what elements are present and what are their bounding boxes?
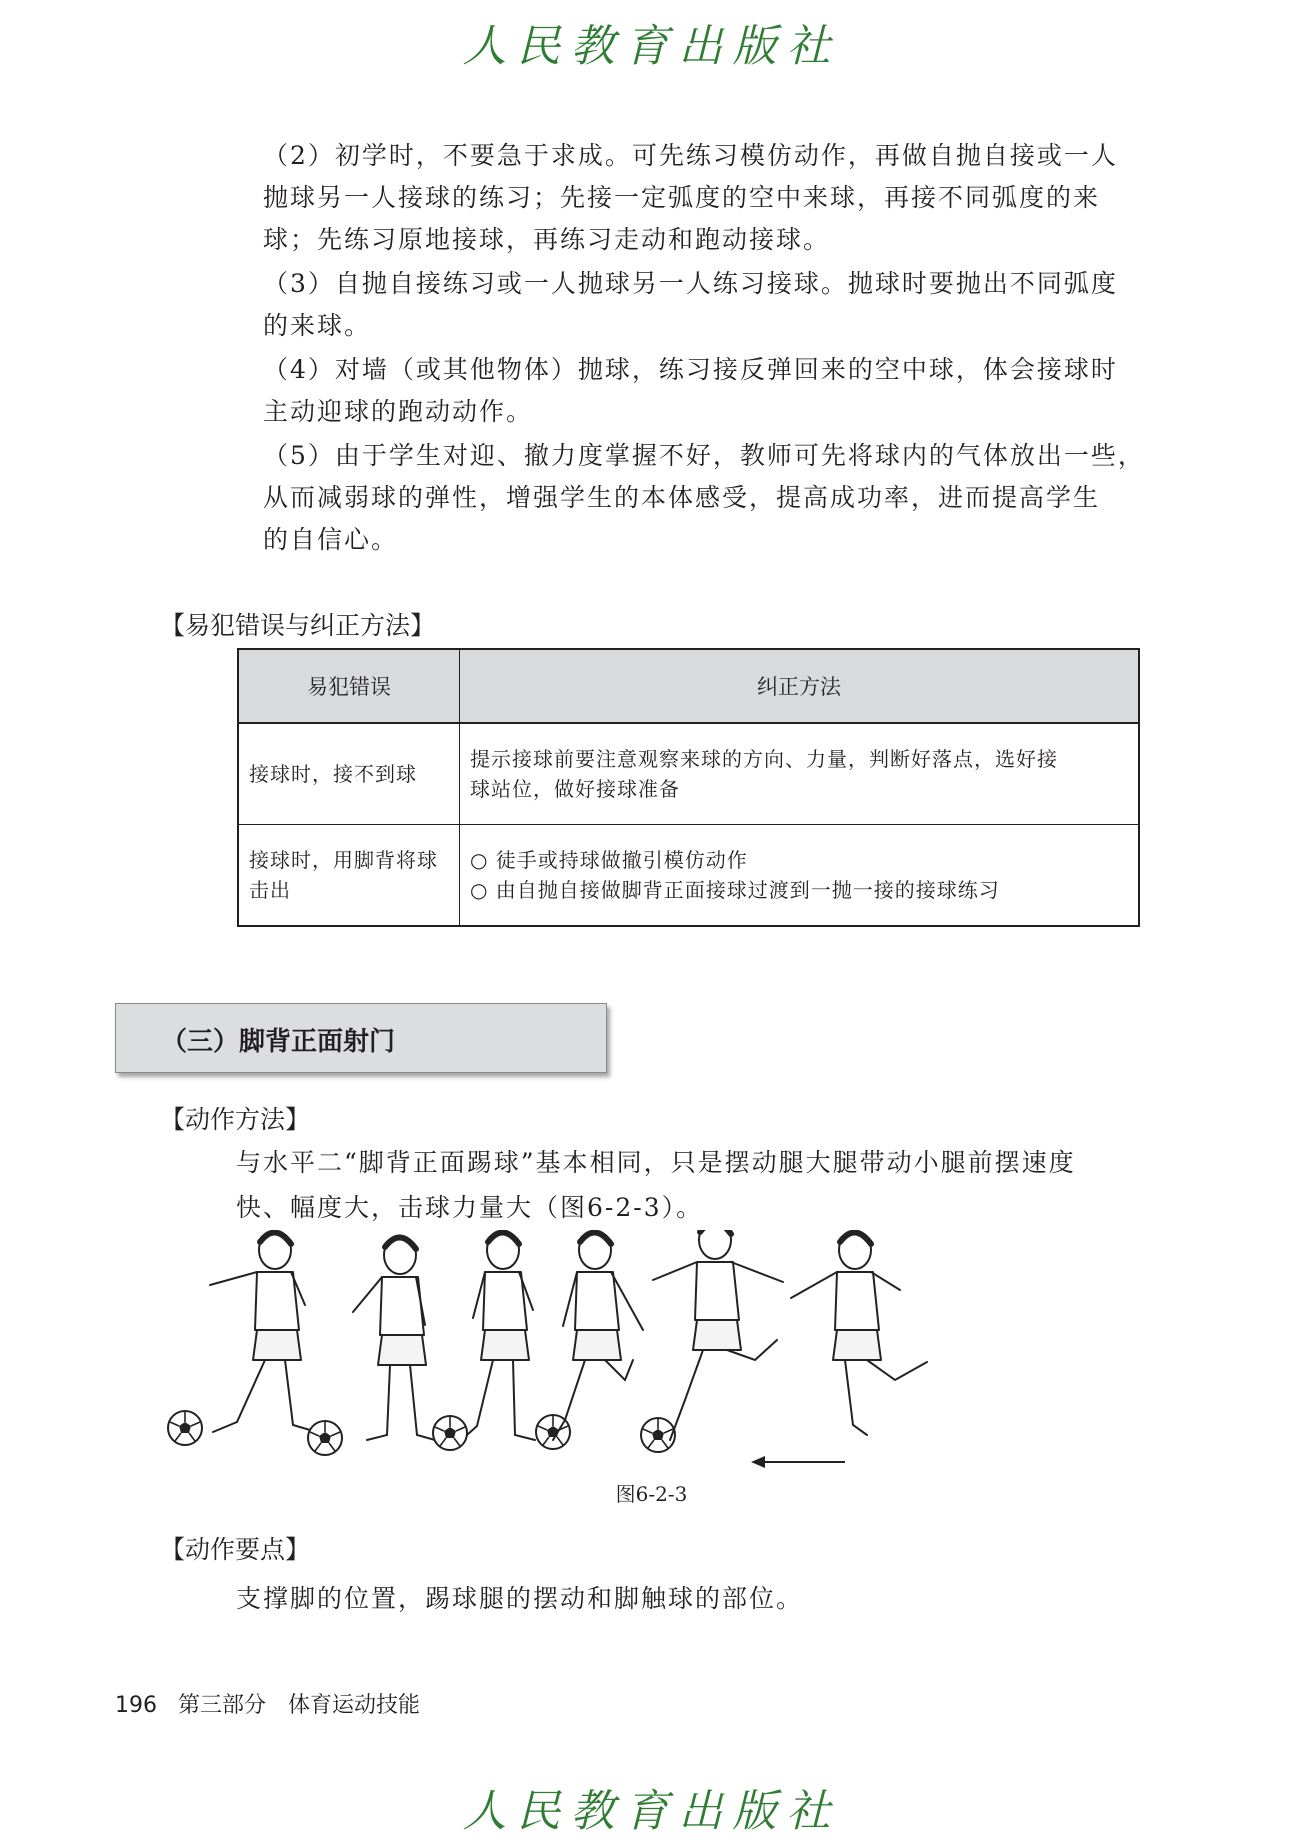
figure-caption: 图6-2-3 <box>615 1482 688 1506</box>
figure-frame-4 <box>536 1231 643 1449</box>
figure-frame-3 <box>433 1231 535 1450</box>
table-cell-fix: 提示接球前要注意观察来球的方向、力量，判断好落点，选好接 球站位，做好接球准备 <box>460 723 1140 825</box>
publisher-logo: 人民教育出版社 <box>462 21 841 72</box>
table-header-fix: 纠正方法 <box>460 649 1140 723</box>
method-text: 与水平二“脚背正面踢球”基本相同，只是摆动腿大腿带动小腿前摆速度 快、幅度大，击球力量大（图6-2-3）。 <box>236 1148 1076 1222</box>
table-cell-fix: ○ 徒手或持球做撤引模仿动作 ○ 由自抛自接做脚背正面接球过渡到一抛一接的接球练习 <box>460 825 1140 927</box>
paragraph-5: （5）由于学生对迎、撤力度掌握不好，教师可先将球内的气体放出一些， 从而减弱球的弹性，增强学生的本体感受，提高成功率，进而提高学生 的自信心。 <box>263 441 1145 554</box>
kicking-sequence-figure <box>155 1230 1115 1480</box>
page-footer <box>115 1688 420 1719</box>
errors-heading: 【易犯错误与纠正方法】 <box>160 611 436 640</box>
table-cell-error: 接球时，接不到球 <box>238 723 460 825</box>
table-header-row <box>238 649 1139 723</box>
publisher-logo-bottom: 人民教育出版社 <box>462 1786 841 1837</box>
direction-arrow <box>751 1456 845 1468</box>
table-header-error: 易犯错误 <box>238 649 460 723</box>
table-cell-error: 接球时，用脚背将球击出 <box>238 825 460 927</box>
part-title: 第三部分 体育运动技能 <box>178 1693 421 1718</box>
figure-frame-2 <box>308 1236 435 1455</box>
table-row <box>238 825 1139 927</box>
section-title-box <box>115 1003 607 1073</box>
points-text: 支撑脚的位置，踢球腿的摆动和脚触球的部位。 <box>236 1584 804 1613</box>
figure-frame-5 <box>641 1230 783 1452</box>
section-title: （三）脚背正面射门 <box>161 1027 396 1057</box>
paragraph-3: （3）自抛自接练习或一人抛球另一人练习接球。抛球时要抛出不同弧度 的来球。 <box>263 269 1118 340</box>
table-row <box>238 723 1139 825</box>
page-number: 196 <box>115 1693 157 1718</box>
errors-table <box>237 648 1140 927</box>
method-heading: 【动作方法】 <box>160 1105 311 1134</box>
figure-frame-1 <box>168 1231 310 1445</box>
figure-frame-6 <box>791 1231 927 1435</box>
paragraph-2: （2）初学时，不要急于求成。可先练习模仿动作，再做自抛自接或一人 抛球另一人接球的练习；先接一定弧度的空中来球，再接不同弧度的来 球；先练习原地接球，再练习走动和跑动接球。 <box>263 141 1118 254</box>
paragraph-4: （4）对墙（或其他物体）抛球，练习接反弹回来的空中球，体会接球时 主动迎球的跑动动作。 <box>263 355 1118 426</box>
points-heading: 【动作要点】 <box>160 1535 311 1564</box>
